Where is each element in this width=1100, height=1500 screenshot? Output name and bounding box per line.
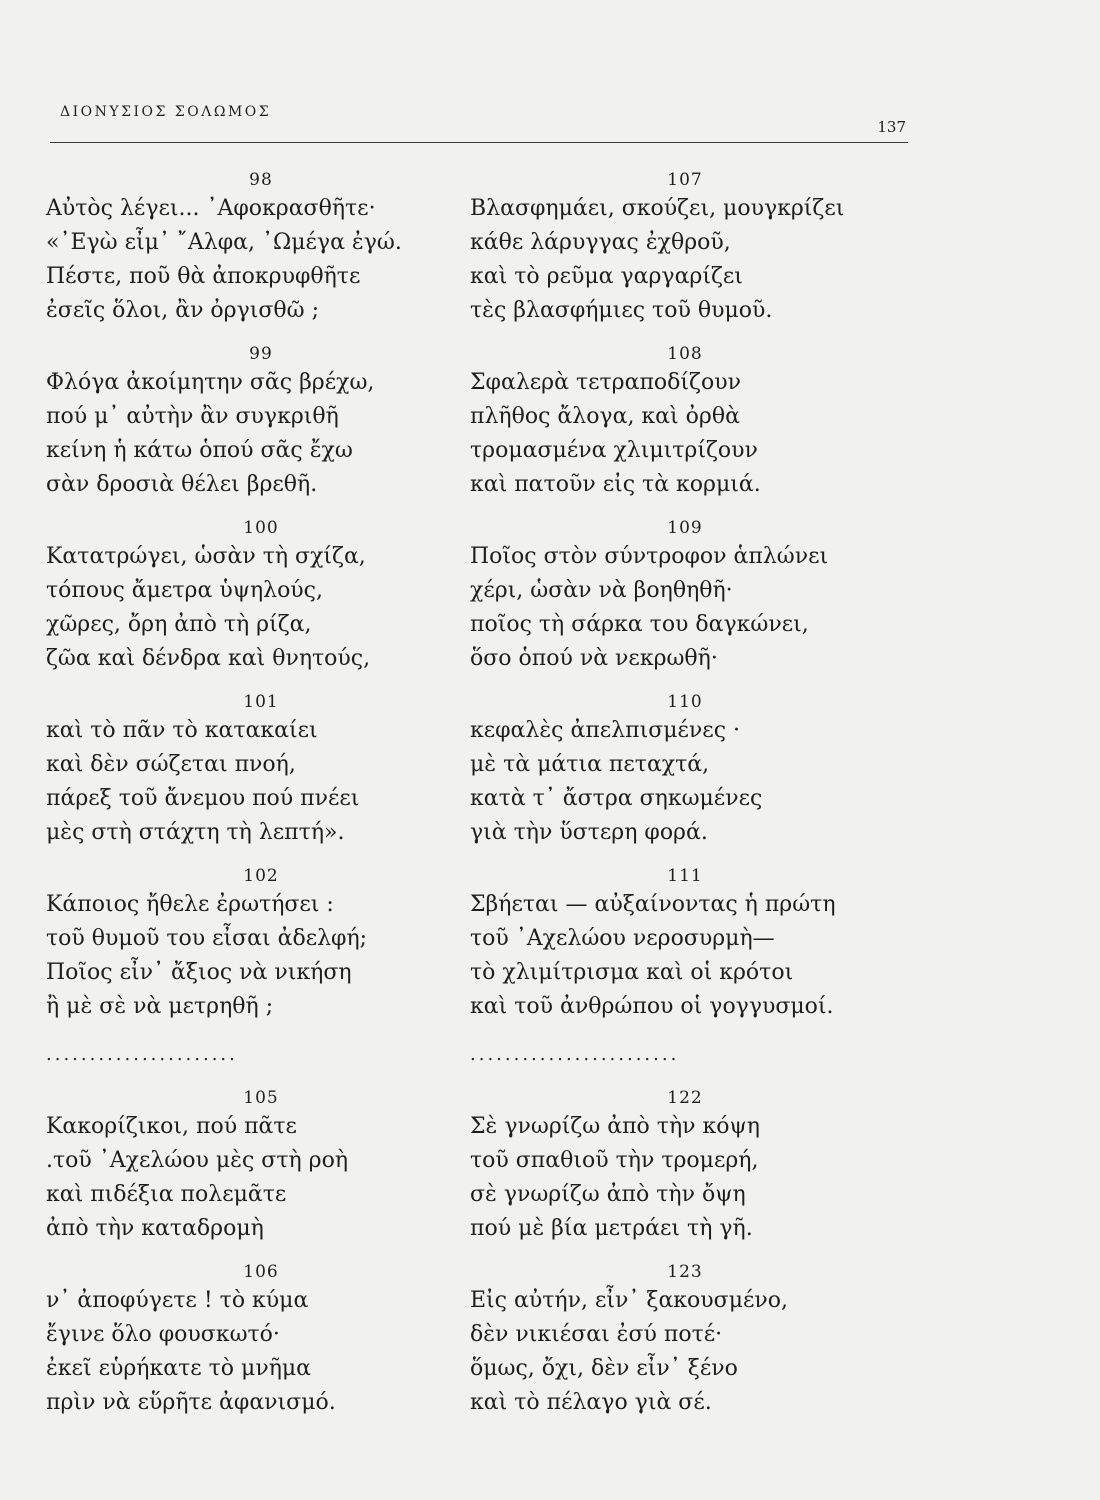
verse-line: Κακορίζικοι, πού πᾶτε bbox=[46, 1114, 297, 1139]
verse-line: πρὶν νὰ εὕρῆτε ἀφανισμό. bbox=[46, 1390, 336, 1415]
verse-line: Κατατρώγει, ὡσὰν τὴ σχίζα, bbox=[46, 544, 366, 569]
verse-line: χέρι, ὡσὰν νὰ βοηθηθῆ· bbox=[470, 578, 733, 603]
stanza-number: 98 bbox=[249, 170, 273, 190]
verse-line: πού μ᾿ αὐτὴν ἂν συγκριθῆ bbox=[46, 404, 339, 429]
stanza bbox=[46, 1086, 466, 1260]
page-header bbox=[50, 100, 908, 143]
verse-line: καὶ τοῦ ἀνθρώπου οἱ γογγυσμοί. bbox=[470, 994, 834, 1019]
stanza bbox=[470, 516, 890, 690]
verse-line: καὶ δὲν σώζεται πνοή, bbox=[46, 752, 296, 777]
stanza-number: 102 bbox=[243, 866, 279, 886]
verse-line: κάθε λάρυγγας ἐχθροῦ, bbox=[470, 230, 731, 255]
verse-line: ἢ μὲ σὲ νὰ μετρηθῆ ; bbox=[46, 994, 274, 1019]
verse-line: Ποῖος εἶν᾿ ἄξιος νὰ νικήση bbox=[46, 960, 352, 985]
verse-line: Αὐτὸς λέγει... ᾿Αφοκρασθῆτε· bbox=[46, 196, 376, 221]
verse-line: τοῦ σπαθιοῦ τὴν τρομερή, bbox=[470, 1148, 759, 1173]
verse-line: ζῶα καὶ δένδρα καὶ θνητούς, bbox=[46, 646, 371, 671]
verse-line: ἐσεῖς ὅλοι, ἂν ὀργισθῶ ; bbox=[46, 298, 319, 323]
verse-line: Κάποιος ἤθελε ἐρωτήσει : bbox=[46, 892, 334, 917]
ellipsis-divider bbox=[470, 1038, 890, 1086]
stanza bbox=[46, 864, 466, 1038]
verse-line: μὲς στὴ στάχτη τὴ λεπτή». bbox=[46, 820, 345, 845]
stanza-number: 108 bbox=[667, 344, 703, 364]
stanza bbox=[470, 1086, 890, 1260]
verse-line: Πέστε, ποῦ θὰ ἀποκρυφθῆτε bbox=[46, 264, 361, 289]
verse-line: Βλασφημάει, σκούζει, μουγκρίζει bbox=[470, 196, 845, 221]
stanza-number: 107 bbox=[667, 170, 703, 190]
verse-line: μὲ τὰ μάτια πεταχτά, bbox=[470, 752, 710, 777]
stanza bbox=[46, 1260, 466, 1434]
verse-line: ν᾿ ἀποφύγετε ! τὸ κύμα bbox=[46, 1288, 309, 1313]
verse-line: Ποῖος στὸν σύντροφον ἁπλώνει bbox=[470, 544, 829, 569]
stanza bbox=[46, 342, 466, 516]
stanza bbox=[470, 1260, 890, 1434]
verse-line: πλῆθος ἄλογα, καὶ ὀρθὰ bbox=[470, 404, 740, 429]
stanza-number: 100 bbox=[243, 518, 279, 538]
verse-line: δὲν νικιέσαι ἐσύ ποτέ· bbox=[470, 1322, 723, 1347]
left-column bbox=[46, 168, 466, 1434]
verse-line: γιὰ τὴν ὕστερη φορά. bbox=[470, 820, 708, 845]
verse-line: ὅμως, ὄχι, δὲν εἶν᾿ ξένο bbox=[470, 1356, 738, 1381]
stanza bbox=[470, 690, 890, 864]
ellipsis-dots: ...................... bbox=[46, 1044, 238, 1065]
verse-line: τρομασμένα χλιμιτρίζουν bbox=[470, 438, 758, 463]
ellipsis-divider bbox=[46, 1038, 466, 1086]
verse-line: σὰν δροσιὰ θέλει βρεθῆ. bbox=[46, 472, 318, 497]
verse-line: ποῖος τὴ σάρκα του δαγκώνει, bbox=[470, 612, 809, 637]
stanza bbox=[46, 690, 466, 864]
right-column bbox=[470, 168, 890, 1434]
verse-line: ἀπὸ τὴν καταδρομὴ bbox=[46, 1216, 264, 1241]
verse-line: πάρεξ τοῦ ἄνεμου πού πνέει bbox=[46, 786, 360, 811]
verse-line: σὲ γνωρίζω ἀπὸ τὴν ὄψη bbox=[470, 1182, 746, 1207]
verse-line: Φλόγα ἀκοίμητην σᾶς βρέχω, bbox=[46, 370, 375, 395]
stanza-number: 109 bbox=[667, 518, 703, 538]
stanza-number: 99 bbox=[249, 344, 273, 364]
stanza bbox=[46, 168, 466, 342]
verse-line: .τοῦ ᾿Αχελώου μὲς στὴ ροὴ bbox=[46, 1148, 349, 1173]
verse-line: καὶ πιδέξια πολεμᾶτε bbox=[46, 1182, 287, 1207]
stanza bbox=[470, 342, 890, 516]
stanza-number: 123 bbox=[667, 1262, 703, 1282]
stanza-number: 110 bbox=[667, 692, 703, 712]
verse-line: πού μὲ βία μετράει τὴ γῆ. bbox=[470, 1216, 753, 1241]
verse-line: τοῦ ᾿Αχελώου νεροσυρμὴ— bbox=[470, 926, 775, 951]
verse-line: ἔγινε ὅλο φουσκωτό· bbox=[46, 1322, 280, 1347]
verse-line: χῶρες, ὄρη ἀπὸ τὴ ρίζα, bbox=[46, 612, 312, 637]
verse-line: «᾿Εγὼ εἶμ᾿ ῎Αλφα, ᾿Ωμέγα ἐγώ. bbox=[46, 230, 402, 255]
verse-line: Σὲ γνωρίζω ἀπὸ τὴν κόψη bbox=[470, 1114, 760, 1139]
verse-line: Σβήεται — αὐξαίνοντας ἡ πρώτη bbox=[470, 892, 836, 917]
verse-line: τοῦ θυμοῦ του εἶσαι ἀδελφή; bbox=[46, 926, 368, 951]
verse-line: τὸ χλιμίτρισμα καὶ οἱ κρότοι bbox=[470, 960, 794, 985]
stanza bbox=[46, 516, 466, 690]
verse-line: τὲς βλασφήμιες τοῦ θυμοῦ. bbox=[470, 298, 773, 323]
verse-line: καὶ τὸ πέλαγο γιὰ σέ. bbox=[470, 1390, 712, 1415]
verse-line: κείνη ἡ κάτω ὁπού σᾶς ἔχω bbox=[46, 438, 353, 463]
verse-line: ὅσο ὁπού νὰ νεκρωθῆ· bbox=[470, 646, 718, 671]
verse-line: ἐκεῖ εὑρήκατε τὸ μνῆμα bbox=[46, 1356, 312, 1381]
verse-line: καὶ τὸ ρεῦμα γαργαρίζει bbox=[470, 264, 743, 289]
verse-line: καὶ τὸ πᾶν τὸ κατακαίει bbox=[46, 718, 318, 743]
ellipsis-dots: ........................ bbox=[470, 1044, 680, 1065]
stanza-number: 106 bbox=[243, 1262, 279, 1282]
stanza bbox=[470, 168, 890, 342]
page-number: 137 bbox=[877, 118, 906, 136]
stanza-number: 111 bbox=[667, 866, 703, 886]
verse-line: κεφαλὲς ἀπελπισμένες · bbox=[470, 718, 741, 743]
stanza bbox=[470, 864, 890, 1038]
verse-line: Σφαλερὰ τετραποδίζουν bbox=[470, 370, 741, 395]
stanza-number: 101 bbox=[243, 692, 279, 712]
running-head-author: ΔΙΟΝΥΣΙΟΣ ΣΟΛΩΜΟΣ bbox=[60, 104, 272, 120]
verse-line: καὶ πατοῦν εἰς τὰ κορμιά. bbox=[470, 472, 761, 497]
verse-line: κατὰ τ᾿ ἄστρα σηκωμένες bbox=[470, 786, 763, 811]
stanza-number: 122 bbox=[667, 1088, 703, 1108]
stanza-number: 105 bbox=[243, 1088, 279, 1108]
verse-line: Εἰς αὐτήν, εἶν᾿ ξακουσμένο, bbox=[470, 1288, 789, 1313]
verse-line: τόπους ἄμετρα ὑψηλούς, bbox=[46, 578, 323, 603]
